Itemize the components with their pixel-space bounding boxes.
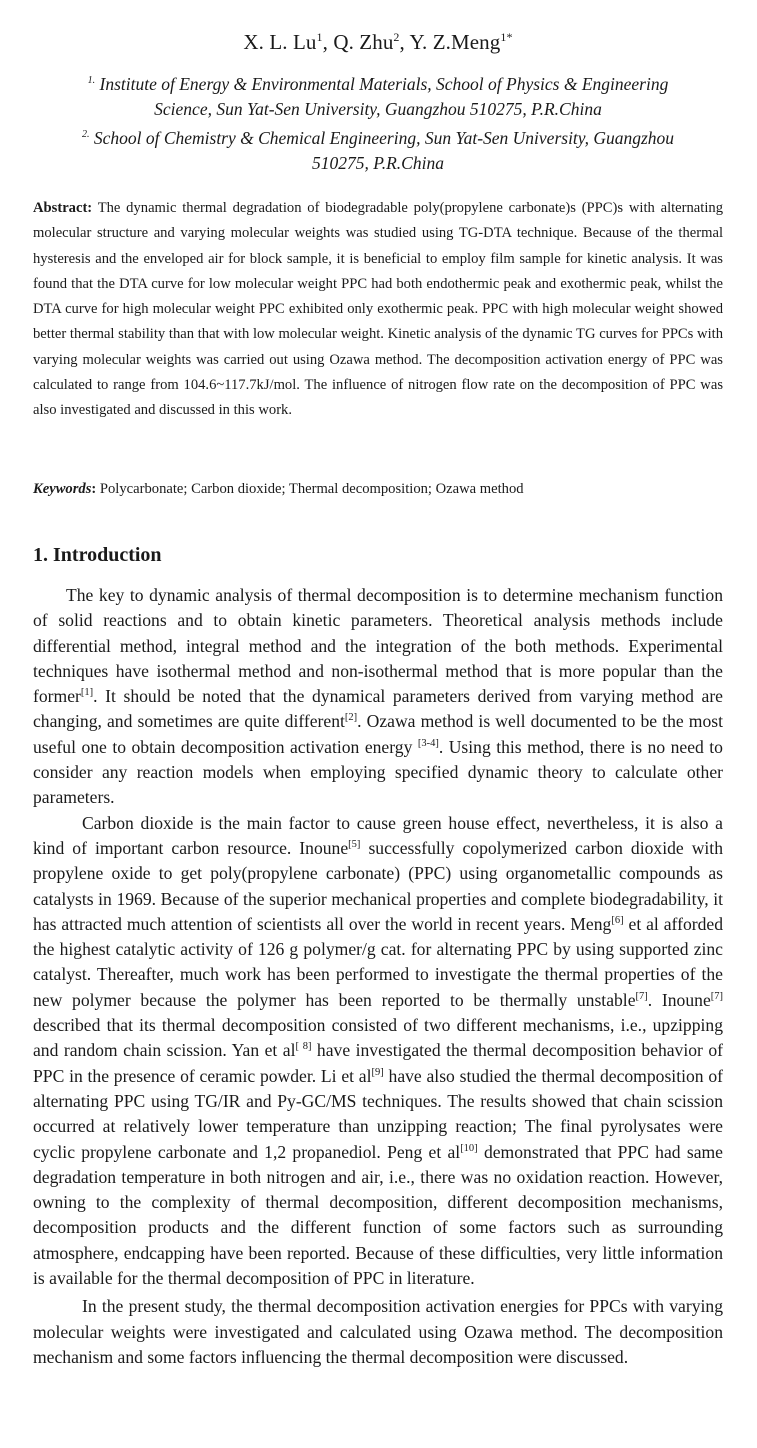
text-run: The key to dynamic analysis of thermal decomposition is to determine mechanism function of solid reactions and to obtain kinetic parameters. Theoretical analysis methods include differential method, integral method and the integration of the both methods. Experimental techniques have isothermal method and non-isothermal method that is more popular than the former	[33, 585, 723, 707]
author-list: X. L. Lu$^1$, Q. Zhu$^2$, Y. Z.Meng$^{1*}$	[243, 30, 513, 54]
affiliation-line: Science, Sun Yat-Sen University, Guangzhou 510275, P.R.China	[154, 98, 602, 119]
text-run: In the present study, the thermal decomposition activation energies for PPCs with varying molecular weights were investigated and calculated using Ozawa method. The decomposition mechanism and some factors influencing the thermal decomposition were discussed.	[33, 1296, 723, 1367]
text-run: . Ozawa method is well documented to be the most useful one to obtain decomposition activation energy	[33, 711, 723, 757]
text-run: have also studied the thermal decomposition of alternating PPC using TG/IR and Py-GC/MS techniques. The results showed that chain scission occurred at relatively lower temperature than unzipping reaction; The final pyrolysates were cyclic propylene carbonate and 1,2 propanediol. Peng et al	[33, 1065, 723, 1162]
citation: [1]	[80, 687, 94, 699]
affiliation-2	[33, 122, 723, 176]
affiliation-line: 510275, P.R.China	[312, 152, 444, 173]
author-affiliation-mark: 1	[316, 30, 323, 44]
citation: [ 8]	[295, 1041, 312, 1053]
text-run: have investigated the thermal decomposition behavior of PPC in the presence of ceramic powder. Li et al	[33, 1040, 724, 1086]
author-name: Y. Z.Meng	[409, 30, 501, 54]
text-run: . Inoune	[647, 989, 711, 1010]
abstract-label: Abstract:	[33, 200, 93, 216]
citation: [3-4]	[417, 737, 439, 749]
text-run: . It should be noted that the dynamical parameters derived from varying method are changing, and sometimes are quite different	[33, 686, 723, 732]
abstract	[33, 196, 723, 424]
affiliation-mark: 2.	[81, 128, 90, 140]
citation: [7]	[710, 990, 724, 1002]
keywords-text: Polycarbonate; Carbon dioxide; Thermal decomposition; Ozawa method	[96, 481, 524, 497]
citation: [9]	[371, 1066, 384, 1078]
paragraph	[33, 1294, 723, 1370]
author-name: X. L. Lu	[243, 30, 317, 54]
text-run: described that its thermal decomposition consisted of two different mechanisms, i.e., upzipping and random chain scission. Yan et al	[33, 1015, 723, 1061]
affiliation-line: School of Chemistry & Chemical Engineering, Sun Yat-Sen University, Guangzhou	[93, 127, 675, 148]
author-affiliation-mark: 1*	[500, 30, 513, 44]
text-run: demonstrated that PPC had same degradation temperature in both nitrogen and air, i.e., there was no oxidation reaction. However, owning to the complexity of thermal decomposition, different decomposition mechanisms, decomposition products and the different function of some factors such as surrounding atmosphere, endcapping have been reported. Because of these difficulties, very little information is available for the thermal decomposition of PPC in literature.	[33, 1141, 723, 1289]
abstract-text: The dynamic thermal degradation of biodegradable poly(propylene carbonate)s (PPC)s with alternating molecular structure and varying molecular weights was studied using TG-DTA technique. Because of the thermal hysteresis and the enveloped air for block sample, it is beneficial to employ film sample for kinetic analysis. It was found that the DTA curve for low molecular weight PPC had both endothermic peak and exothermic peak, whilst the DTA curve for high molecular weight PPC exhibited only exothermic peak. PPC with high molecular weight showed better thermal stability than that with low molecular weight. Kinetic analysis of the dynamic TG curves for PPCs with varying molecular weights was carried out using Ozawa method. The decomposition activation energy of PPC was calculated to range from 104.6~117.7kJ/mol. The influence of nitrogen flow rate on the decomposition of PPC was also investigated and discussed in this work.	[33, 200, 723, 419]
author-name: Q. Zhu	[333, 30, 394, 54]
citation: [6]	[611, 915, 624, 926]
affiliation-mark: 1.	[87, 75, 96, 86]
citation: [10]	[460, 1142, 478, 1154]
keywords-label: Keywords	[33, 481, 92, 497]
citation: [2]	[344, 712, 358, 724]
introduction-body	[33, 583, 723, 1370]
author-affiliation-mark: 2	[393, 30, 400, 44]
text-run: Carbon dioxide is the main factor to cause green house effect, nevertheless, it is also a kind of important carbon resource. Inoune	[33, 812, 723, 858]
paragraph	[33, 811, 723, 1292]
citation: [5]	[348, 839, 361, 851]
keywords-colon: :	[91, 481, 97, 497]
affiliation-line: Institute of Energy & Environmental Materials, School of Physics & Engineering	[99, 73, 669, 94]
section-title: 1. Introduction	[33, 544, 162, 566]
citation: [7]	[635, 990, 648, 1002]
paragraph	[33, 583, 723, 811]
affiliations	[33, 68, 723, 176]
text-run: successfully copolymerized carbon dioxide with propylene oxide to get poly(propylene carbonate) (PPC) using organometallic compounds as catalysts in 1969. Because of the superior mechanical properties and complete biodegradability, it has attracted much attention of scientists all over the world in recent years. Meng	[33, 837, 723, 934]
text-run: et al afforded the highest catalytic activity of 126 g polymer/g cat. for alternating PPC by using supported zinc catalyst. Thereafter, much work has been performed to investigate the thermal properties of the new polymer because the polymer has been reported to be thermally unstable	[33, 913, 724, 1010]
text-run: . Using this method, there is no need to consider any reaction models when employing specified dynamic theory to calculate other parameters.	[33, 736, 723, 808]
keywords	[33, 481, 723, 498]
affiliation-1	[33, 68, 723, 122]
